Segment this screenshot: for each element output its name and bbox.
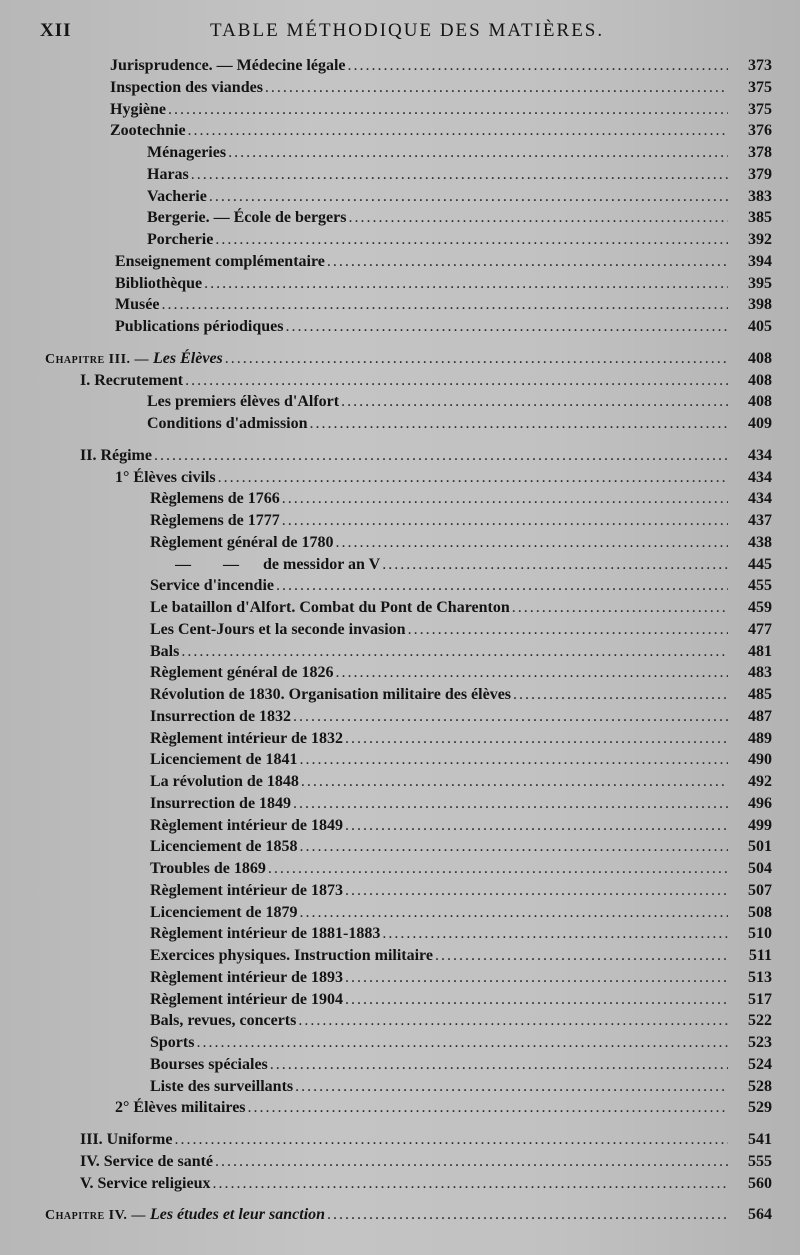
dot-leader: [348, 55, 728, 77]
dot-leader: [408, 619, 728, 641]
dot-leader: [300, 749, 728, 771]
toc-entry: [0, 1054, 800, 1076]
toc-entry-label: [45, 1204, 327, 1227]
toc-entry: [0, 142, 800, 164]
toc-entry-label: Les premiers élèves d'Alfort: [147, 393, 340, 411]
toc-entry: [0, 967, 800, 989]
toc-entry: [0, 532, 800, 554]
toc-entry-label: Bergerie. — École de bergers: [147, 209, 347, 227]
dot-leader: [161, 294, 728, 316]
toc-entry-label: Règlement intérieur de 1849: [150, 816, 343, 834]
toc-entry: [0, 316, 800, 338]
toc-entry-label: Le bataillon d'Alfort. Combat du Pont de Charenton: [150, 599, 510, 616]
toc-entry-page: 434: [748, 490, 772, 508]
dot-leader: [174, 1129, 728, 1151]
toc-entry: [0, 945, 800, 967]
toc-entry-label: Insurrection de 1849: [150, 794, 292, 812]
toc-entry-label: Bourses spéciales: [150, 1055, 268, 1073]
dot-leader: [285, 316, 728, 338]
toc-entry-label: Conditions d'admission: [147, 415, 308, 432]
toc-entry-page: 511: [748, 947, 772, 964]
toc-entry: [0, 99, 800, 121]
toc-entry: [0, 1010, 800, 1032]
toc-entry-page: 408: [748, 349, 772, 367]
toc-entry-label: Insurrection de 1832: [150, 707, 292, 725]
toc-entry-page: 483: [748, 664, 772, 682]
toc-entry-label: Ménageries: [147, 144, 227, 161]
toc-entry-page: 528: [748, 1077, 772, 1095]
toc-entry-page: 383: [748, 187, 772, 205]
toc-entry-label: Enseignement complémentaire: [115, 252, 325, 270]
toc-entry: [0, 858, 800, 880]
dot-leader: [300, 836, 728, 858]
dot-leader: [225, 348, 728, 370]
toc-entry-label: Bals, revues, concerts: [150, 1012, 297, 1030]
dot-leader: [341, 391, 728, 413]
dot-leader: [327, 251, 728, 273]
toc-entry-page: 510: [748, 925, 772, 943]
dot-leader: [293, 706, 728, 728]
toc-entry-label: III. Uniforme: [80, 1131, 173, 1148]
toc-entry-label: Haras: [147, 165, 189, 183]
toc-entry-page: 541: [748, 1131, 772, 1148]
toc-entry: [0, 641, 800, 663]
toc-entry-label: Licenciement de 1879: [150, 903, 298, 921]
toc-entry: [0, 815, 800, 837]
toc-entry: [0, 662, 800, 684]
toc-entry-page: 375: [748, 78, 772, 96]
toc-entry-page: 395: [748, 274, 772, 292]
dot-leader: [188, 120, 728, 142]
toc-entry-page: 522: [748, 1012, 772, 1030]
toc-entry-page: 373: [748, 57, 772, 74]
dot-leader: [181, 641, 728, 663]
toc-chapter-heading: [0, 348, 800, 370]
toc-entry-label: Vacherie: [147, 187, 207, 205]
toc-entry: [0, 619, 800, 641]
toc-entry: [0, 771, 800, 793]
dot-leader: [345, 728, 728, 750]
toc-entry: [0, 294, 800, 316]
toc-entry-page: 434: [748, 446, 772, 464]
toc-entry: [0, 413, 800, 435]
toc-entry-page: 504: [748, 860, 772, 877]
toc-entry-page: 523: [748, 1034, 772, 1051]
toc-entry-page: 517: [748, 990, 772, 1008]
toc-entry-label: Règlement intérieur de 1893: [150, 968, 343, 986]
toc-entry-page: 490: [748, 751, 772, 769]
toc-entry: [0, 749, 800, 771]
dot-leader: [513, 684, 728, 706]
dot-leader: [215, 229, 728, 251]
dot-leader: [382, 554, 728, 576]
toc-entry-label: Musée: [115, 296, 160, 314]
dot-leader: [168, 99, 728, 121]
toc-entry: [0, 1097, 800, 1119]
toc-entry: [0, 836, 800, 858]
toc-entry-label: I. Recrutement: [80, 371, 184, 389]
toc-entry-page: 492: [748, 773, 772, 790]
toc-entry: [0, 793, 800, 815]
toc-entry-page: 455: [748, 577, 772, 595]
toc-entry-page: 560: [748, 1174, 772, 1192]
toc-entry-page: 507: [748, 881, 772, 899]
toc-entry-page: 385: [748, 209, 772, 227]
toc-entry-label: Bibliothèque: [115, 274, 203, 292]
toc-entry-label: Règlemens de 1766: [150, 490, 280, 508]
toc-entry-page: 392: [748, 231, 772, 248]
toc-entry-label: Licenciement de 1858: [150, 838, 298, 856]
dot-leader: [154, 445, 728, 467]
toc-entry-label: Règlement intérieur de 1904: [150, 990, 343, 1008]
toc-entry-label: Hygiène: [110, 100, 166, 118]
toc-entry-label: Les Cent-Jours et la seconde invasion: [150, 620, 406, 638]
dot-leader: [228, 142, 728, 164]
toc-entry-label: Règlement général de 1826: [150, 664, 334, 682]
toc-entry-page: 408: [748, 393, 772, 411]
toc-entry-label: Révolution de 1830. Organisation militaire des élèves: [150, 686, 512, 703]
toc-entry: [0, 684, 800, 706]
toc-entry-label: Zootechnie: [110, 122, 186, 140]
toc-entry-page: 408: [748, 371, 772, 389]
toc-entry-page: 555: [748, 1152, 772, 1170]
toc-entry: [0, 207, 800, 229]
toc-chapter-heading: [0, 1204, 800, 1226]
toc-entry-label: [45, 348, 225, 371]
toc-entry-page: 434: [748, 468, 772, 486]
toc-entry-label: 2° Élèves militaires: [115, 1099, 246, 1117]
toc-entry-label: Porcherie: [147, 231, 214, 248]
dot-leader: [204, 273, 728, 295]
toc-entry: [0, 164, 800, 186]
toc-entry: [0, 55, 800, 77]
chapter-title: Les études et leur sanction: [149, 1206, 326, 1224]
chapter-number: Chapitre III. —: [45, 351, 154, 367]
toc-entry: [0, 902, 800, 924]
dot-leader: [348, 207, 728, 229]
running-title: TABLE MÉTHODIQUE DES MATIÈRES.: [210, 20, 605, 41]
toc-entry-label: Jurisprudence. — Médecine légale: [110, 57, 346, 74]
toc-entry: [0, 510, 800, 532]
toc-entry-label: Bals: [150, 642, 180, 660]
dot-leader: [270, 1054, 728, 1076]
toc-entry-page: 529: [748, 1099, 772, 1117]
toc-entry: [0, 370, 800, 392]
toc-entry-label: Inspection des viandes: [110, 78, 263, 96]
toc-entry-label: Licenciement de 1841: [150, 751, 298, 769]
dot-leader: [213, 1173, 729, 1195]
toc-entry-page: 487: [748, 707, 772, 725]
running-header: [0, 20, 800, 46]
toc-entry-page: 499: [748, 816, 772, 834]
toc-entry: [0, 597, 800, 619]
toc-entry-label: Exercices physiques. Instruction militaire: [150, 947, 433, 964]
toc-entry-page: 398: [748, 296, 772, 314]
toc-entry-label: 1° Élèves civils: [115, 468, 216, 486]
toc-entry-label: Règlement général de 1780: [150, 533, 334, 551]
dot-leader: [248, 1097, 728, 1119]
toc-entry-label: Sports: [150, 1034, 195, 1051]
dot-leader: [276, 575, 728, 597]
toc-entry-label: Règlement intérieur de 1881-1883: [150, 925, 381, 943]
toc-entry-label: Service d'incendie: [150, 577, 274, 595]
page-folio: XII: [40, 20, 72, 41]
toc-entry-label: V. Service religieux: [80, 1174, 211, 1192]
toc-entry: [0, 1076, 800, 1098]
toc-entry-page: 394: [748, 252, 772, 270]
toc-entry-page: 379: [748, 165, 772, 183]
toc-entry-label: II. Régime: [80, 446, 152, 464]
toc-entry-page: 501: [748, 838, 772, 856]
toc-entry-label: IV. Service de santé: [80, 1152, 214, 1170]
chapter-title: Les Élèves: [153, 349, 223, 367]
chapter-number: Chapitre IV. —: [45, 1208, 150, 1224]
dot-leader: [345, 815, 728, 837]
toc-entry: [0, 251, 800, 273]
dot-leader: [185, 370, 728, 392]
toc-entry-page: 513: [748, 968, 772, 986]
toc-entry: [0, 554, 800, 576]
toc-entry: [0, 923, 800, 945]
toc-entry-label: — — de messidor an V: [175, 555, 381, 573]
toc-entry: [0, 1173, 800, 1195]
toc-entry-page: 445: [748, 555, 772, 573]
dot-leader: [300, 902, 728, 924]
toc-entry-label: Règlement intérieur de 1832: [150, 729, 343, 747]
dot-leader: [336, 662, 728, 684]
toc-entry-label: Publications périodiques: [115, 318, 284, 335]
toc-entry: [0, 488, 800, 510]
dot-leader: [327, 1204, 728, 1226]
dot-leader: [345, 880, 728, 902]
toc-entry: [0, 186, 800, 208]
toc-entry-label: Troubles de 1869: [150, 860, 266, 877]
toc-entry: [0, 120, 800, 142]
toc-entry-page: 524: [748, 1055, 772, 1073]
toc-entry-page: 564: [748, 1206, 772, 1224]
dot-leader: [298, 1010, 728, 1032]
dot-leader: [282, 488, 728, 510]
toc-entry-label: Règlement intérieur de 1873: [150, 881, 343, 899]
toc-entry: [0, 445, 800, 467]
dot-leader: [382, 923, 728, 945]
dot-leader: [191, 164, 728, 186]
toc-entry: [0, 706, 800, 728]
toc-entry-page: 477: [748, 620, 772, 638]
toc-entry: [0, 1032, 800, 1054]
toc-entry-page: 438: [748, 533, 772, 551]
toc-entry: [0, 728, 800, 750]
dot-leader: [196, 1032, 728, 1054]
toc-entry-page: 481: [748, 642, 772, 660]
toc-entry: [0, 467, 800, 489]
toc-entry-label: Règlemens de 1777: [150, 512, 280, 529]
dot-leader: [215, 1151, 728, 1173]
toc-entry-label: La révolution de 1848: [150, 773, 299, 790]
toc-entry-page: 378: [748, 144, 772, 161]
toc-entry: [0, 1129, 800, 1151]
dot-leader: [310, 413, 728, 435]
toc-entry: [0, 77, 800, 99]
dot-leader: [301, 771, 728, 793]
toc-entry-page: 376: [748, 122, 772, 140]
toc-entry-page: 496: [748, 794, 772, 812]
dot-leader: [209, 186, 728, 208]
dot-leader: [265, 77, 728, 99]
toc-entry-page: 485: [748, 686, 772, 703]
dot-leader: [345, 967, 728, 989]
dot-leader: [268, 858, 728, 880]
toc-entry-page: 508: [748, 903, 772, 921]
dot-leader: [345, 989, 728, 1011]
toc-entry: [0, 1151, 800, 1173]
dot-leader: [293, 793, 728, 815]
dot-leader: [512, 597, 728, 619]
table-of-contents: [0, 55, 800, 1226]
dot-leader: [336, 532, 728, 554]
toc-entry-label: Liste des surveillants: [150, 1077, 294, 1095]
toc-entry-page: 489: [748, 729, 772, 747]
dot-leader: [218, 467, 728, 489]
toc-entry: [0, 273, 800, 295]
dot-leader: [282, 510, 728, 532]
toc-entry: [0, 880, 800, 902]
toc-entry: [0, 229, 800, 251]
dot-leader: [295, 1076, 728, 1098]
toc-entry-page: 459: [748, 599, 772, 616]
toc-entry: [0, 989, 800, 1011]
toc-entry: [0, 575, 800, 597]
toc-entry-page: 409: [748, 415, 772, 432]
dot-leader: [435, 945, 728, 967]
toc-entry-page: 375: [748, 100, 772, 118]
toc-entry-page: 405: [748, 318, 772, 335]
toc-entry-page: 437: [748, 512, 772, 529]
toc-entry: [0, 391, 800, 413]
